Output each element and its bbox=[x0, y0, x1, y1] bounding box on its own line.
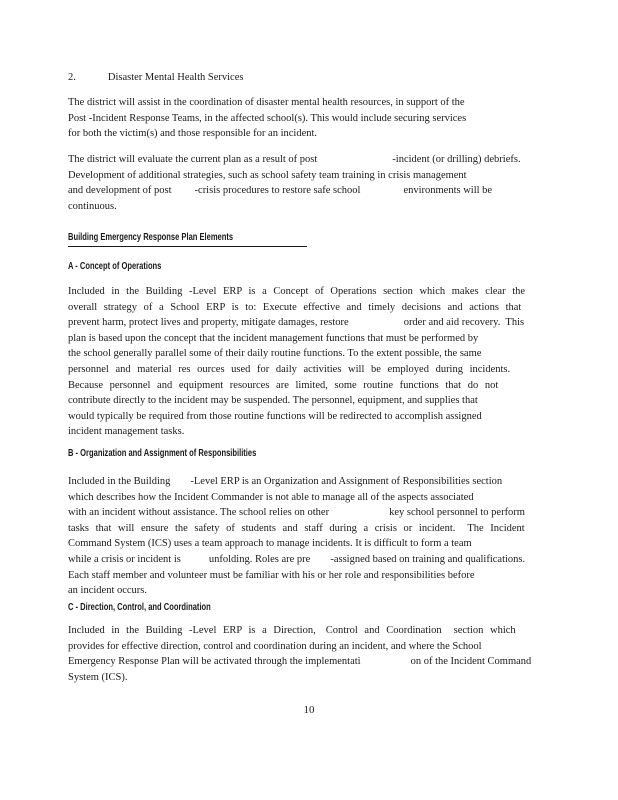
text-segment: on of the Incident Command bbox=[410, 656, 532, 668]
text-segment: with an incident without assistance. The school relies on other bbox=[68, 507, 330, 519]
doc-title bbox=[68, 70, 550, 86]
text-gap bbox=[316, 632, 326, 633]
text-gap bbox=[310, 561, 330, 562]
text-segment: Emergency Response Plan will be activated through the implementati bbox=[68, 656, 361, 668]
text-line: contribute directly to the incident may be suspended. The personnel, equipment, and supplies that bbox=[68, 395, 478, 407]
text-line bbox=[68, 654, 550, 670]
paragraph-organization-responsibilities bbox=[68, 474, 550, 599]
text-segment: Because personnel and equipment resources are limited, some routine functions that do not bbox=[68, 379, 499, 391]
text-line: Development of additional strategies, such as school safety team training in crisis management bbox=[68, 169, 467, 181]
text-gap bbox=[170, 483, 190, 484]
text-line: plan is based upon the concept that the incident management functions that must be performed by bbox=[68, 332, 479, 344]
paragraph-direction-control-coordination bbox=[68, 623, 550, 685]
text-segment: personnel and material res ources used for daily activities will be employed during incidents. bbox=[68, 363, 511, 375]
text-line bbox=[68, 284, 550, 300]
subheading-b-text: B - Organization and Assignment of Responsibilities bbox=[68, 447, 257, 459]
text-segment: -Level ERP is an Organization and Assignment of Responsibilities section bbox=[190, 476, 503, 487]
text-line: System (ICS). bbox=[68, 671, 128, 683]
text-gap bbox=[442, 632, 454, 633]
text-line: would typically be required from those routine functions will be redirected to accomplish assigned bbox=[68, 410, 482, 422]
text-gap bbox=[181, 561, 209, 562]
text-segment: The Incident bbox=[467, 522, 525, 534]
text-segment: The district will evaluate the current plan as a result of post bbox=[68, 154, 318, 165]
text-line: continuous. bbox=[68, 200, 117, 212]
text-gap bbox=[360, 192, 403, 193]
text-gap bbox=[317, 161, 392, 162]
text-segment: Included in the Building -Level ERP is a Concept of Operations section which makes clear the bbox=[68, 286, 526, 297]
text-line: incident management tasks. bbox=[68, 426, 185, 438]
text-line bbox=[68, 300, 550, 316]
text-segment: while a crisis or incident is bbox=[68, 553, 181, 565]
text-line bbox=[68, 315, 550, 331]
text-gap bbox=[455, 530, 467, 531]
section-heading-underlined bbox=[68, 231, 307, 247]
text-line: the school generally parallel some of their daily routine functions. To the extent possible, the same bbox=[68, 348, 482, 360]
text-gap bbox=[76, 79, 108, 80]
subheading-concept-of-operations bbox=[68, 260, 550, 273]
text-line bbox=[68, 505, 550, 521]
text-gap bbox=[172, 192, 195, 193]
page-number: 10 bbox=[303, 704, 315, 716]
subheading-organization-responsibilities bbox=[68, 447, 550, 460]
text-segment: tasks that will ensure the safety of students and staff during a crisis or incident. bbox=[68, 522, 456, 534]
text-segment: section which bbox=[453, 625, 516, 636]
text-line: The district will assist in the coordination of disaster mental health resources, in support of the bbox=[68, 97, 465, 108]
text-line: Post -Incident Response Teams, in the affected school(s). This would include securing services bbox=[68, 112, 467, 124]
text-segment: prevent harm, protect lives and property, mitigate damages, restore bbox=[68, 317, 349, 329]
text-segment: environments will be bbox=[403, 185, 493, 197]
text-segment: -crisis procedures to restore safe school bbox=[194, 185, 361, 197]
text-segment: -incident (or drilling) debriefs. bbox=[392, 154, 521, 165]
text-gap bbox=[329, 514, 389, 515]
text-line bbox=[68, 152, 550, 168]
subheading-direction-control-coordination bbox=[68, 601, 550, 614]
text-segment: Included in the Building bbox=[68, 476, 171, 487]
paragraph-mental-health-coordination bbox=[68, 95, 550, 142]
text-line bbox=[68, 378, 550, 394]
doc-title-text: Disaster Mental Health Services bbox=[107, 72, 244, 83]
text-line: Each staff member and volunteer must be familiar with his or her role and responsibilities before bbox=[68, 569, 475, 581]
text-line bbox=[68, 552, 550, 568]
text-line bbox=[68, 362, 550, 378]
text-segment: Included in the Building -Level ERP is a Direction, bbox=[68, 625, 316, 636]
text-line: for both the victim(s) and those responsible for an incident. bbox=[68, 128, 318, 140]
text-line bbox=[68, 623, 550, 639]
text-line: which describes how the Incident Commander is not able to manage all of the aspects associated bbox=[68, 491, 474, 503]
text-line: an incident occurs. bbox=[68, 585, 148, 597]
text-segment: -assigned based on training and qualifications. bbox=[330, 553, 526, 565]
text-line: Command System (ICS) uses a team approach to manage incidents. It is difficult to form a team bbox=[68, 538, 472, 550]
paragraph-plan-evaluation bbox=[68, 152, 550, 214]
text-segment: key school personnel to perform bbox=[389, 507, 525, 519]
text-segment: overall strategy of a School ERP is to: Execute effective and timely decisions and actions that bbox=[68, 301, 522, 313]
text-gap bbox=[349, 324, 404, 325]
text-segment: and development of post bbox=[68, 185, 172, 197]
text-line: provides for effective direction, control and coordination during an incident, and where the School bbox=[68, 640, 482, 652]
subheading-a-text: A - Concept of Operations bbox=[68, 260, 162, 272]
doc-title-number: 2. bbox=[68, 72, 76, 83]
text-gap bbox=[361, 663, 411, 664]
text-line bbox=[68, 183, 550, 199]
text-segment: order and aid recovery. This bbox=[403, 317, 525, 329]
text-line bbox=[68, 474, 550, 490]
text-segment: Control and Coordination bbox=[325, 625, 442, 636]
text-segment: unfolding. Roles are pre bbox=[208, 553, 311, 565]
paragraph-concept-of-operations bbox=[68, 284, 550, 440]
subheading-c-text: C - Direction, Control, and Coordination bbox=[68, 601, 211, 613]
doc-title-line bbox=[68, 70, 550, 86]
text-line bbox=[68, 521, 550, 537]
section-heading-text: Building Emergency Response Plan Elements bbox=[68, 231, 234, 243]
